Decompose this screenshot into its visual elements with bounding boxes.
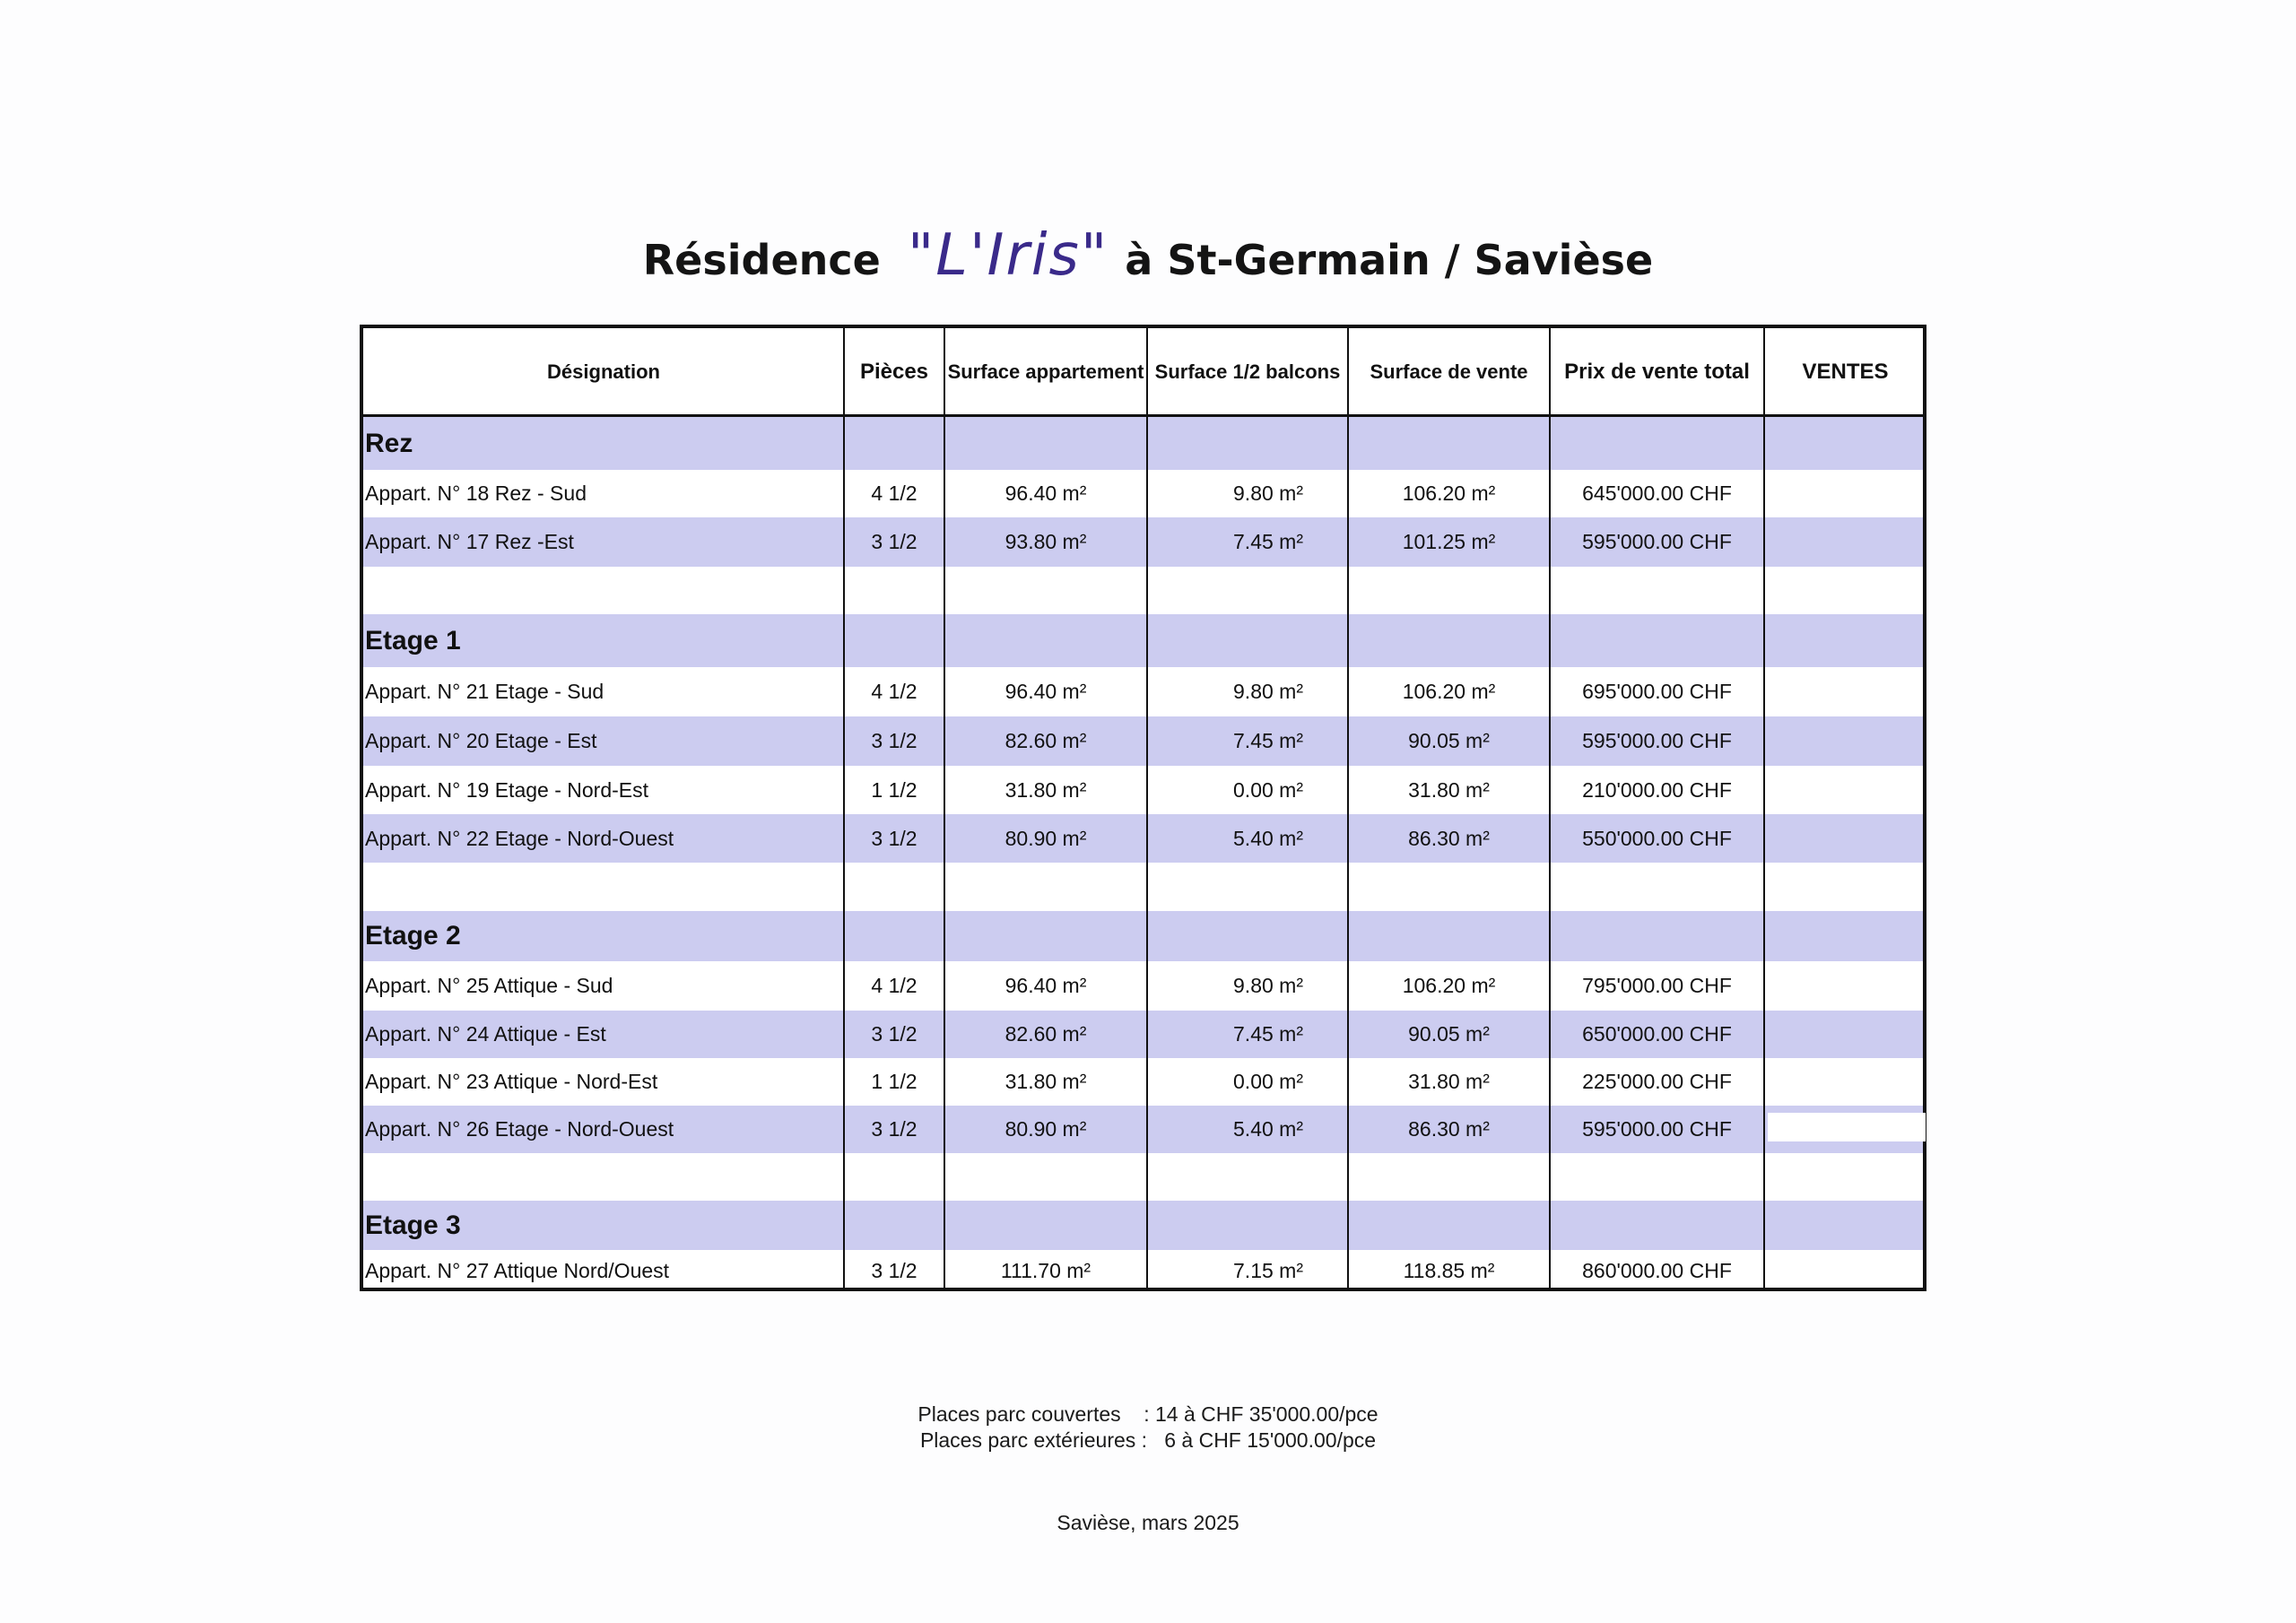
cell-pieces: 4 1/2 xyxy=(871,482,918,505)
cell-surface-vente: 31.80 m² xyxy=(1408,1070,1490,1093)
col-header-ventes: VENTES xyxy=(1802,359,1889,384)
cell-surface-appartement: 96.40 m² xyxy=(1004,680,1087,703)
cell-surface-vente: 90.05 m² xyxy=(1408,1022,1490,1046)
cell-surface-appartement: 80.90 m² xyxy=(1004,1117,1087,1141)
cell-surface-balcons: 5.40 m² xyxy=(1233,1117,1303,1141)
place-date: Savièse, mars 2025 xyxy=(1057,1511,1239,1534)
table-row xyxy=(363,470,1923,517)
table-row xyxy=(363,766,1923,814)
col-header-surface-vente: Surface de vente xyxy=(1370,360,1528,383)
col-divider xyxy=(1347,328,1349,1288)
table-row xyxy=(363,667,1923,716)
cell-prix: 550'000.00 CHF xyxy=(1582,826,1732,850)
spacer-row xyxy=(363,567,1923,614)
parking-outdoor: Places parc extérieures : 6 à CHF 15'000.00/pce xyxy=(919,1428,1377,1452)
section-row-rez xyxy=(363,417,1923,470)
cell-surface-appartement: 82.60 m² xyxy=(1004,729,1087,752)
cell-pieces: 3 1/2 xyxy=(871,1117,918,1141)
cell-prix: 650'000.00 CHF xyxy=(1582,1022,1732,1046)
cell-surface-vente: 106.20 m² xyxy=(1402,680,1496,703)
ventes-blank-patch xyxy=(1768,1113,1926,1141)
col-divider xyxy=(1146,328,1148,1288)
parking-info xyxy=(0,1402,2296,1453)
cell-surface-vente: 106.20 m² xyxy=(1402,974,1496,997)
cell-ventes[interactable] xyxy=(1764,1058,1926,1106)
cell-surface-vente: 86.30 m² xyxy=(1408,826,1490,850)
cell-pieces: 1 1/2 xyxy=(871,1070,918,1093)
table-row xyxy=(363,716,1923,766)
cell-prix: 795'000.00 CHF xyxy=(1582,974,1732,997)
cell-designation: Appart. N° 23 Attique - Nord-Est xyxy=(365,1070,658,1093)
cell-surface-balcons: 5.40 m² xyxy=(1233,826,1303,850)
cell-surface-appartement: 82.60 m² xyxy=(1004,1022,1087,1046)
table-row xyxy=(363,961,1923,1011)
col-header-designation: Désignation xyxy=(547,360,660,383)
cell-pieces: 3 1/2 xyxy=(871,1258,918,1282)
section-row-etage-2 xyxy=(363,911,1923,961)
cell-prix: 210'000.00 CHF xyxy=(1582,777,1732,802)
section-label: Etage 1 xyxy=(365,625,461,655)
residence-name: "L'Iris" xyxy=(907,222,1109,289)
cell-surface-balcons: 9.80 m² xyxy=(1233,482,1303,505)
cell-prix: 225'000.00 CHF xyxy=(1582,1070,1732,1093)
cell-ventes[interactable] xyxy=(1764,961,1926,1011)
cell-surface-balcons: 7.15 m² xyxy=(1233,1258,1303,1282)
cell-prix: 595'000.00 CHF xyxy=(1582,729,1732,752)
cell-pieces: 3 1/2 xyxy=(871,1022,918,1046)
cell-ventes[interactable] xyxy=(1764,716,1926,766)
cell-designation: Appart. N° 27 Attique Nord/Ouest xyxy=(365,1258,670,1282)
cell-pieces: 1 1/2 xyxy=(871,777,918,802)
cell-ventes[interactable] xyxy=(1764,814,1926,863)
cell-surface-appartement: 96.40 m² xyxy=(1004,482,1087,505)
cell-pieces: 3 1/2 xyxy=(871,826,918,850)
cell-designation: Appart. N° 22 Etage - Nord-Ouest xyxy=(365,826,674,850)
section-label: Etage 3 xyxy=(365,1210,461,1240)
cell-surface-balcons: 7.45 m² xyxy=(1233,1022,1303,1046)
col-divider xyxy=(1549,328,1551,1288)
cell-surface-vente: 90.05 m² xyxy=(1408,729,1490,752)
cell-surface-vente: 31.80 m² xyxy=(1408,777,1490,802)
spacer-row xyxy=(363,1153,1923,1201)
cell-designation: Appart. N° 19 Etage - Nord-Est xyxy=(365,777,649,802)
col-header-surface-appartement: Surface appartement xyxy=(947,360,1144,383)
table-header-row xyxy=(363,328,1923,415)
table-row xyxy=(363,1011,1923,1058)
section-label: Rez xyxy=(365,428,413,458)
cell-surface-vente: 106.20 m² xyxy=(1402,482,1496,505)
parking-covered: Places parc couvertes : 14 à CHF 35'000.00/pce xyxy=(918,1402,1378,1426)
cell-surface-appartement: 80.90 m² xyxy=(1004,826,1087,850)
cell-ventes[interactable] xyxy=(1764,517,1926,567)
cell-ventes[interactable] xyxy=(1764,667,1926,716)
cell-surface-appartement: 111.70 m² xyxy=(1000,1258,1091,1282)
cell-prix: 595'000.00 CHF xyxy=(1582,1117,1732,1141)
title-location: à St-Germain / Savièse xyxy=(1125,236,1654,284)
cell-prix: 695'000.00 CHF xyxy=(1582,680,1732,703)
cell-surface-appartement: 31.80 m² xyxy=(1004,1070,1087,1093)
section-row-etage-1 xyxy=(363,614,1923,667)
cell-pieces: 3 1/2 xyxy=(871,729,918,752)
table-row xyxy=(363,517,1923,567)
cell-ventes[interactable] xyxy=(1764,1011,1926,1058)
cell-designation: Appart. N° 18 Rez - Sud xyxy=(365,482,587,505)
section-row-etage-3 xyxy=(363,1201,1923,1250)
cell-designation: Appart. N° 17 Rez -Est xyxy=(365,530,574,553)
apartment-price-table xyxy=(360,325,1926,1291)
cell-surface-balcons: 7.45 m² xyxy=(1233,530,1303,553)
cell-pieces: 3 1/2 xyxy=(871,530,918,553)
cell-surface-balcons: 0.00 m² xyxy=(1233,777,1303,802)
table-row xyxy=(363,814,1923,863)
cell-designation: Appart. N° 25 Attique - Sud xyxy=(365,974,613,997)
cell-surface-vente: 118.85 m² xyxy=(1403,1258,1495,1282)
cell-pieces: 4 1/2 xyxy=(871,974,918,997)
col-divider xyxy=(944,328,945,1288)
cell-surface-appartement: 96.40 m² xyxy=(1004,974,1087,997)
cell-surface-balcons: 7.45 m² xyxy=(1233,729,1303,752)
col-divider xyxy=(843,328,845,1288)
document-title xyxy=(0,222,2296,289)
cell-ventes[interactable] xyxy=(1764,1250,1926,1291)
cell-surface-appartement: 31.80 m² xyxy=(1004,777,1087,802)
cell-prix: 645'000.00 CHF xyxy=(1582,482,1732,505)
cell-designation: Appart. N° 24 Attique - Est xyxy=(365,1022,606,1046)
cell-surface-balcons: 9.80 m² xyxy=(1233,680,1303,703)
header-divider xyxy=(363,414,1923,417)
cell-surface-vente: 86.30 m² xyxy=(1408,1117,1490,1141)
cell-designation: Appart. N° 20 Etage - Est xyxy=(365,729,597,752)
col-header-prix: Prix de vente total xyxy=(1564,359,1750,384)
col-header-pieces: Pièces xyxy=(859,359,929,384)
cell-prix: 860'000.00 CHF xyxy=(1582,1258,1732,1282)
col-divider xyxy=(1763,328,1765,1288)
cell-surface-appartement: 93.80 m² xyxy=(1004,530,1087,553)
table-row xyxy=(363,1106,1923,1153)
cell-surface-vente: 101.25 m² xyxy=(1402,530,1496,553)
cell-designation: Appart. N° 26 Etage - Nord-Ouest xyxy=(365,1117,674,1141)
spacer-row xyxy=(363,863,1923,911)
cell-surface-balcons: 0.00 m² xyxy=(1233,1070,1303,1093)
cell-pieces: 4 1/2 xyxy=(871,680,918,703)
section-label: Etage 2 xyxy=(365,921,461,950)
title-prefix: Résidence xyxy=(642,236,881,284)
table-row xyxy=(363,1058,1923,1106)
table-row xyxy=(363,1250,1923,1291)
cell-surface-balcons: 9.80 m² xyxy=(1233,974,1303,997)
cell-designation: Appart. N° 21 Etage - Sud xyxy=(365,680,604,703)
cell-prix: 595'000.00 CHF xyxy=(1582,530,1732,553)
cell-ventes[interactable] xyxy=(1764,470,1926,517)
cell-ventes[interactable] xyxy=(1764,766,1926,814)
col-header-surface-balcons: Surface 1/2 balcons xyxy=(1154,360,1341,383)
